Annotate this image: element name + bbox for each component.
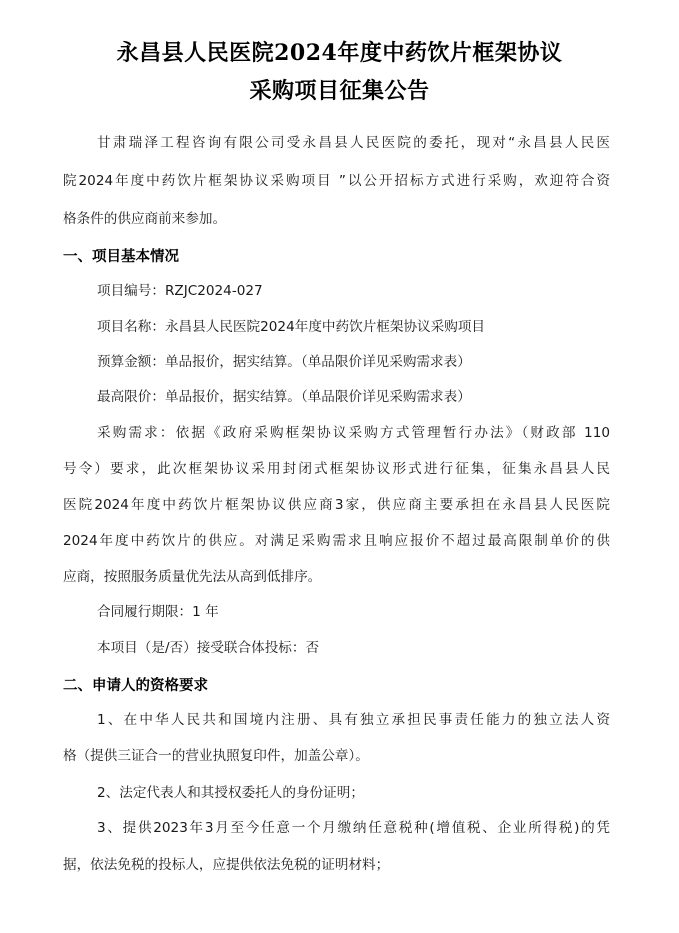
section-heading-project-info: 一、项目基本情况 bbox=[63, 248, 179, 265]
maximum-price: 最高限价：单品报价，据实结算。（单品限价详见采购需求表） bbox=[97, 389, 471, 405]
qualification-item-2: 2、法定代表人和其授权委托人的身份证明； bbox=[97, 785, 364, 801]
intro-line-3: 格条件的供应商前来参加。 bbox=[63, 211, 227, 227]
project-number: 项目编号：RZJC2024-027 bbox=[97, 283, 263, 299]
procurement-demand-line: 号令）要求，此次框架协议采用封闭式框架协议形式进行征集，征集永昌县人民 bbox=[63, 461, 610, 477]
project-name: 项目名称：永昌县人民医院2024年度中药饮片框架协议采购项目 bbox=[97, 319, 486, 335]
qualification-item-3-line: 3、提供2023年3月至今任意一个月缴纳任意税种(增值税、企业所得税)的凭 bbox=[97, 820, 610, 836]
budget-amount: 预算金额：单品报价，据实结算。（单品限价详见采购需求表） bbox=[97, 354, 471, 370]
section-heading-qualifications: 二、申请人的资格要求 bbox=[63, 677, 208, 694]
document-title-line-2: 采购项目征集公告 bbox=[249, 78, 430, 104]
procurement-demand-line: 医院2024年度中药饮片框架协议供应商3家，供应商主要承担在永昌县人民医院 bbox=[63, 497, 610, 513]
procurement-demand-line: 应商，按照服务质量优先法从高到低排序。 bbox=[63, 569, 322, 585]
contract-term: 合同履行期限：1 年 bbox=[97, 604, 219, 620]
qualification-item-3-line: 据，依法免税的投标人，应提供依法免税的证明材料； bbox=[63, 857, 390, 873]
procurement-demand-line: 2024年度中药饮片的供应。对满足采购需求且响应报价不超过最高限制单价的供 bbox=[63, 533, 610, 549]
document-title-line-1: 永昌县人民医院2024年度中药饮片框架协议 bbox=[116, 40, 563, 66]
intro-line-2: 院2024年度中药饮片框架协议采购项目 ”以公开招标方式进行采购，欢迎符合资 bbox=[63, 173, 610, 189]
qualification-item-1-line: 1、在中华人民共和国境内注册、具有独立承担民事责任能力的独立法人资 bbox=[97, 712, 610, 728]
consortium-bidding: 本项目（是/否）接受联合体投标：否 bbox=[97, 640, 320, 656]
qualification-item-1-line: 格（提供三证合一的营业执照复印件，加盖公章）。 bbox=[63, 748, 369, 764]
procurement-demand-line: 采购需求：依据《政府采购框架协议采购方式管理暂行办法》（财政部 110 bbox=[97, 425, 610, 441]
intro-line-1: 甘肃瑞泽工程咨询有限公司受永昌县人民医院的委托，现对“永昌县人民医 bbox=[97, 135, 610, 151]
